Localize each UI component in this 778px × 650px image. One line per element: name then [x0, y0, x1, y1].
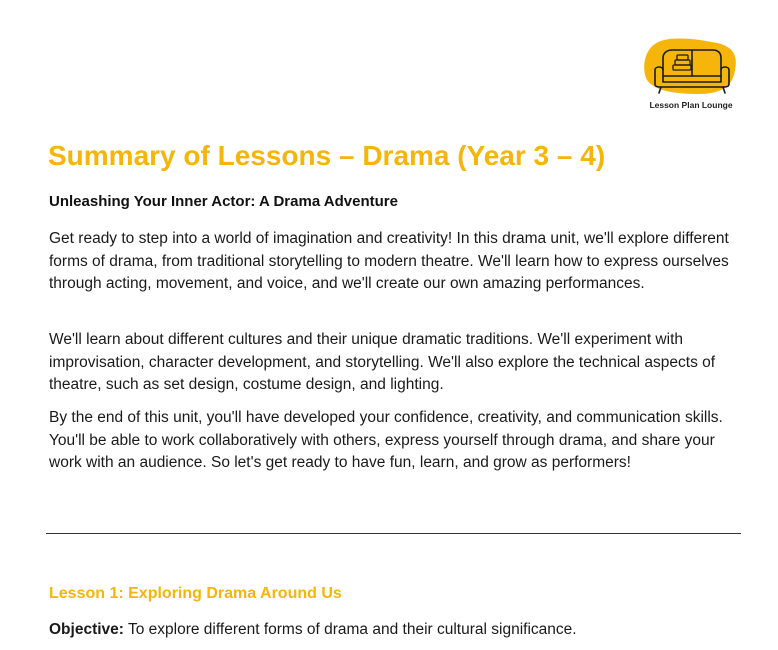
section-divider: [46, 533, 741, 534]
logo-text: Lesson Plan Lounge: [649, 100, 733, 110]
intro-paragraph-3: By the end of this unit, you'll have developed your confidence, creativity, and communication skills. You'll be able to work collaboratively with others, express yourself through drama, and share your work with an audience. So let's get ready to have fun, learn, and grow as performers!: [49, 409, 723, 471]
objective-text: To explore different forms of drama and their cultural significance.: [123, 621, 577, 638]
intro-paragraph-2: We'll learn about different cultures and their unique dramatic traditions. We'll experiment with improvisation, character development, and storytelling. We'll also explore the technical aspects of theatre, such as set design, costume design, and lighting.: [49, 331, 716, 393]
sofa-icon: [641, 36, 741, 100]
lesson-1-objective: [49, 621, 577, 639]
objective-label: Objective:: [49, 621, 124, 638]
page-title: Summary of Lessons – Drama (Year 3 – 4): [48, 140, 606, 171]
subtitle: Unleashing Your Inner Actor: A Drama Adventure: [49, 193, 398, 210]
lesson-1-heading: Lesson 1: Exploring Drama Around Us: [49, 585, 342, 602]
intro-paragraph-1: Get ready to step into a world of imagination and creativity! In this drama unit, we'll explore different forms of drama, from traditional storytelling to modern theatre. We'll learn how to express ourselves through acting, movement, and voice, and we'll create our own amazing performances.: [49, 230, 729, 292]
brand-logo: [641, 36, 741, 116]
